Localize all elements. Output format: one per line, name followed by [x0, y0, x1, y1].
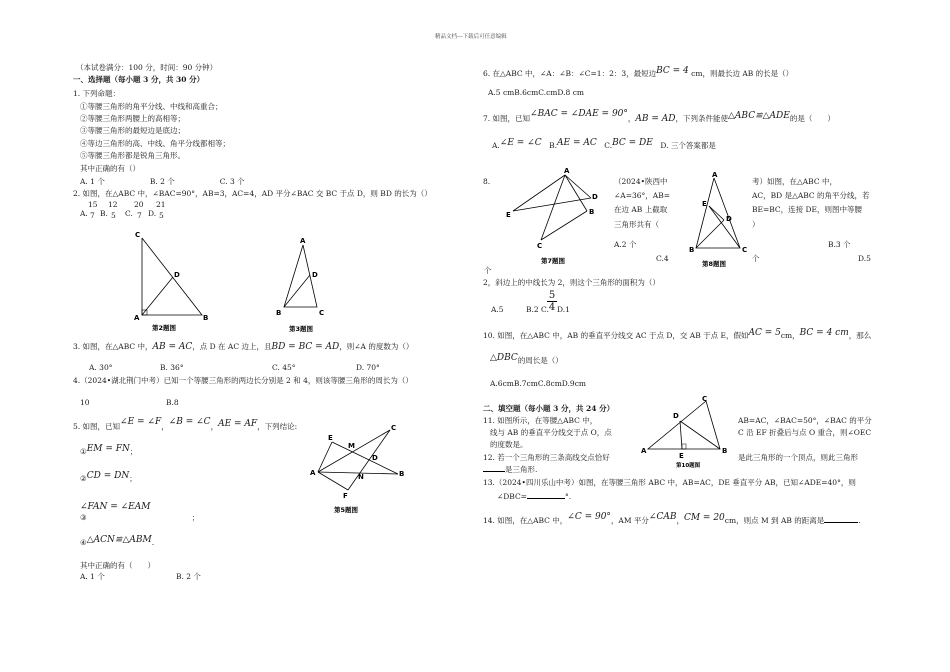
q2-stem: 2. 如图，在△ABC 中，∠BAC=90°，AB=3，AC=4，AD 平分∠BAC 交 BC 于点 D，则 BD 的长为（） — [73, 189, 432, 198]
fig3-label: B — [276, 309, 282, 317]
q11-text: 线与 AB 的垂直平分线交于点 O，点 — [490, 428, 612, 437]
fig10-caption: 第10题图 — [676, 463, 701, 469]
q3-option: B. 36° — [160, 363, 184, 372]
q9-option: D.1 — [557, 305, 570, 314]
exam-info: （本试卷满分：100 分，时间：90 分钟） — [76, 63, 218, 72]
fig5-label: A — [310, 469, 316, 477]
q12-text: 是此三角形的一个顶点，则此三角形 — [738, 453, 858, 462]
section-2-title: 二、填空题（每小题 3 分，共 24 分） — [483, 404, 615, 413]
fig2-label: C — [135, 231, 141, 239]
fig7-label: A — [564, 167, 570, 175]
q9-option: B.2 C. — [526, 305, 549, 314]
q1-item: ①等腰三角形的角平分线、中线和高重合； — [80, 102, 223, 111]
q8-text: ∠A=36°，AB= — [614, 191, 670, 200]
q1-tail: 其中正确的有（） — [80, 164, 140, 173]
page-header: 精品文档---下载后可任意编辑 — [435, 34, 507, 40]
q1-item: ②等腰三角形两腰上的高相等； — [80, 114, 185, 123]
fig2-label: D — [174, 271, 180, 279]
fig5-label: M — [348, 442, 355, 450]
fig5-label: E — [328, 434, 333, 442]
q8-option: A.2 个 — [614, 240, 637, 249]
q8-text: （2024•陕西中 — [614, 177, 668, 186]
q1-options: A. 1 个 B. 2 个 C. 3 个 — [80, 177, 245, 186]
fig5-label: F — [343, 492, 348, 500]
q5-option: B. 2 个 — [176, 572, 201, 581]
q6-options: A.5 cmB.6cmC.cmD.8 cm — [488, 88, 585, 97]
fig8-label: A — [712, 171, 718, 179]
fig8-caption: 第8题图 — [702, 260, 727, 268]
fig7-label: D — [592, 193, 598, 201]
q8-text: 三角形共有（ — [614, 220, 659, 229]
q9-stem: 2，斜边上的中线长为 2，则这个三角形的面积为（） — [483, 278, 660, 287]
q10-stem: 10. 如图，在△ABC 中，AB 的垂直平分线交 AC 于点 D，交 AB 于点 E，假如AC = 5cm，BC = 4 cm，那么 — [483, 328, 872, 340]
q9-fraction: 5 4 — [548, 290, 556, 313]
figure-3 — [275, 235, 335, 335]
q8-text: AC，BD 是△ABC 的角平分线，若 — [752, 191, 870, 200]
q8-text: BE=BC，连接 DE，则图中等腰 — [752, 205, 863, 214]
fig8-label: E — [702, 200, 707, 208]
figure-7 — [505, 165, 615, 265]
fig3-caption: 第3题图 — [289, 325, 314, 333]
fig10-label: E — [679, 452, 684, 460]
q4-option: 10 — [80, 398, 90, 407]
q4-stem: 4.（2024•湖北荆门中考）已知一个等腰三角形的两边长分别是 2 和 4，则该等腰三角形的周长为（） — [73, 376, 413, 385]
fig10-label: D — [673, 412, 679, 420]
fig3-label: C — [319, 309, 325, 317]
q10-options: A.6cmB.7cmC.8cmD.9cm — [490, 379, 587, 388]
fig8-label: C — [742, 246, 748, 254]
figure-2 — [130, 230, 220, 335]
q1-item: ④等边三角形的高、中线、角平分线都相等； — [80, 139, 230, 148]
q11-text: C 沿 EF 折叠后与点 O 重合，则∠OEC — [738, 428, 872, 437]
q7-options: A.∠E = ∠C B.AE = AC C.BC = DE D. 三个答案都是 — [492, 138, 716, 150]
q5-conclusion-2: ②CD = DN； — [80, 471, 137, 483]
q8-text: 考）如图，在△ABC 中， — [752, 177, 837, 186]
q4-option: B.8 — [166, 398, 179, 407]
fig2-label: B — [203, 314, 209, 322]
q8-text: 个 — [484, 266, 492, 275]
q1-stem: 1. 下列命题： — [73, 89, 121, 98]
fig7-label: E — [506, 211, 511, 219]
fig10-label: A — [641, 447, 647, 455]
q5-ask: 其中正确的有（ ） — [80, 561, 155, 570]
figure-5 — [310, 420, 410, 520]
q8-option: B.3 个 — [828, 240, 851, 249]
q10-line2: △DBC的周长是（） — [490, 353, 563, 365]
q3-option: A. 30° — [89, 363, 113, 372]
fig2-caption: 第2题图 — [152, 324, 177, 332]
fig10-label: B — [722, 447, 728, 455]
q3-stem: 3. 如图，在△ABC 中，AB = AC，点 D 在 AC 边上，且BD = BC = AD，则∠A 的度数为（） — [73, 342, 414, 352]
q5-conclusion-3: ∠FAN = ∠EAM ③ ； — [80, 502, 200, 523]
fig7-label: C — [537, 242, 543, 250]
figure-10 — [640, 393, 730, 473]
fig3-label: D — [312, 271, 318, 279]
fig5-caption: 第5题图 — [334, 506, 359, 514]
q12-text: 是三角形. — [483, 465, 537, 474]
fig8-label: D — [726, 215, 732, 223]
q8-text: 在边 AB 上截取 — [614, 205, 668, 214]
fig5-label: N — [358, 473, 364, 481]
q5-stem: 5. 如图，已知∠E = ∠F，∠B = ∠C，AE = AF，下列结论: — [73, 417, 298, 431]
q8-text: ） — [752, 220, 760, 229]
q11-text: AB=AC，∠BAC=50°，∠BAC 的平分 — [738, 416, 872, 425]
q1-item: ③等腰三角形的最短边是底边； — [80, 126, 185, 135]
q1-item: ⑤等腰三角形都是锐角三角形。 — [80, 151, 185, 160]
section-1-title: 一、选择题（每小题 3 分，共 30 分） — [73, 75, 205, 84]
q13-line2: ∠DBC= °. — [497, 492, 572, 501]
q5-conclusion-1: ①EM = FN； — [80, 444, 138, 456]
q14-stem: 14. 如图，在△ABC 中，∠C = 90°，AM 平分∠CAB，CM = 20cm，则点 M 到 AB 的距离是 . — [483, 512, 861, 525]
q5-option: A. 1 个 — [80, 572, 105, 581]
fig10-label: C — [702, 395, 708, 403]
q8-option: C.4 — [656, 254, 669, 263]
fig8-label: B — [689, 246, 695, 254]
fig7-caption: 第7题图 — [541, 257, 566, 265]
q8-text: 个 — [752, 254, 760, 263]
q8-number: 8. — [483, 177, 491, 186]
q2-options: A. 15 7 B. 12 5 C. 20 7 D. 21 5 — [80, 200, 166, 220]
q12-text: 12. 若一个三角形的三条高线交点恰好 — [483, 453, 610, 462]
q13-stem: 13.（2024•四川乐山中考）如图，在等腰三角形 ABC 中，AB=AC，DE 垂直平分 AB，已知∠ADE=40°，则 — [483, 478, 856, 487]
fig2-label: A — [134, 314, 140, 322]
q9-option: A.5 — [491, 305, 504, 314]
q3-option: D. 70° — [356, 363, 380, 372]
q5-conclusion-4: ④△ACN≌△ABM. — [80, 535, 155, 547]
fig5-label: D — [372, 454, 378, 462]
fig7-label: B — [589, 208, 595, 216]
q7-stem: 7. 如图，已知∠BAC = ∠DAE = 90°，AB = AD，下列条件能使△ABC≌△ADE的是（ ） — [483, 109, 835, 124]
fig5-label: B — [399, 470, 405, 478]
q3-option: C. 45° — [272, 363, 296, 372]
fig3-label: A — [300, 237, 306, 245]
figure-8 — [688, 170, 758, 270]
q6-stem: 6. 在△ABC 中，∠A：∠B：∠C=1：2：3，最短边BC = 4 cm，则最长边 AB 的长是（） — [483, 66, 794, 78]
q11-text: 11. 如图所示，在等腰△ABC 中， — [483, 416, 598, 425]
q8-option: D.5 — [858, 254, 871, 263]
q11-text: 的度数是。 — [490, 440, 528, 449]
fig5-label: C — [391, 424, 397, 432]
